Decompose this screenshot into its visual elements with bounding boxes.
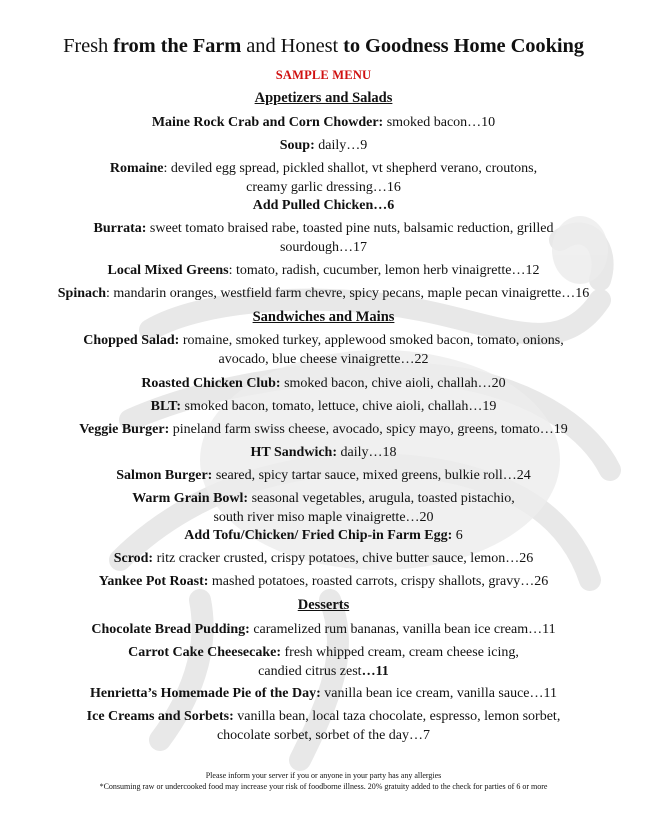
item-desc-line-2: creamy garlic dressing…16 <box>246 180 401 195</box>
menu-item-carrot-cake-cheesecake <box>0 643 647 681</box>
item-name: Chopped Salad: <box>83 333 180 348</box>
item-desc: smoked bacon…10 <box>383 115 496 130</box>
section-title-sandwiches: Sandwiches and Mains <box>252 309 395 325</box>
item-desc: caramelized rum bananas, vanilla bean ice cream…11 <box>249 622 556 637</box>
item-name: Scrod: <box>113 551 154 566</box>
menu-item-chowder <box>0 113 647 132</box>
item-desc: : deviled egg spread, pickled shallot, vt shepherd verano, croutons, <box>163 161 538 176</box>
menu-item-yankee-pot-roast <box>0 572 647 591</box>
menu-item-add-pulled-chicken <box>0 196 647 215</box>
item-name: Ice Creams and Sorbets: <box>86 709 234 724</box>
headline-part-3: and Honest <box>241 35 344 57</box>
item-name: Burrata: <box>93 221 147 236</box>
headline-part-2: from the Farm <box>113 35 242 57</box>
item-name: Warm Grain Bowl: <box>132 491 249 506</box>
item-desc: 6 <box>452 528 463 543</box>
item-name: Spinach <box>57 286 107 301</box>
menu-item-warm-grain-bowl <box>0 489 647 527</box>
menu-item-roasted-chicken-club <box>0 374 647 393</box>
item-desc: : tomato, radish, cucumber, lemon herb vinaigrette…12 <box>228 263 540 278</box>
item-desc-line-2: south river miso maple vinaigrette…20 <box>213 510 434 525</box>
consumption-note: *Consuming raw or undercooked food may increase your risk of foodborne illness. 20% gratuity added to the check for parties of 6 or more <box>99 782 548 791</box>
item-desc: mashed potatoes, roasted carrots, crispy shallots, gravy…26 <box>208 574 549 589</box>
section-title-appetizers: Appetizers and Salads <box>254 90 393 106</box>
item-desc: smoked bacon, chive aioli, challah…20 <box>280 376 506 391</box>
item-name: Local Mixed Greens <box>107 263 229 278</box>
sample-menu-label: SAMPLE MENU <box>275 68 372 82</box>
menu-item-chocolate-bread-pudding <box>0 620 647 639</box>
section-title-desserts: Desserts <box>297 597 350 613</box>
headline-part-1: Fresh <box>63 35 114 57</box>
menu-item-ht-sandwich <box>0 443 647 462</box>
item-desc: pineland farm swiss cheese, avocado, spicy mayo, greens, tomato…19 <box>169 422 568 437</box>
item-name: BLT: <box>150 399 182 414</box>
item-name: Henrietta’s Homemade Pie of the Day: <box>89 686 321 701</box>
allergy-note: Please inform your server if you or anyone in your party has any allergies <box>205 771 442 780</box>
item-desc: : mandarin oranges, westfield farm chevre, spicy pecans, maple pecan vinaigrette…16 <box>106 286 590 301</box>
menu-item-local-mixed-greens <box>0 261 647 280</box>
item-name: Soup: <box>279 138 315 153</box>
menu-item-chopped-salad <box>0 331 647 369</box>
menu-item-ice-creams-sorbets <box>0 707 647 745</box>
menu-headline <box>0 35 647 58</box>
item-name: Salmon Burger: <box>116 468 213 483</box>
item-desc-line-2: chocolate sorbet, sorbet of the day…7 <box>216 728 431 743</box>
item-desc: daily…18 <box>337 445 397 460</box>
item-desc: smoked bacon, tomato, lettuce, chive aioli, challah…19 <box>181 399 497 414</box>
item-name: Veggie Burger: <box>79 422 170 437</box>
item-name: Add Pulled Chicken…6 <box>252 198 395 213</box>
item-desc-line-2: sourdough…17 <box>279 240 368 255</box>
menu-item-veggie-burger <box>0 420 647 439</box>
item-desc-line-2: avocado, blue cheese vinaigrette…22 <box>218 352 429 367</box>
item-desc: seared, spicy tartar sauce, mixed greens, bulkie roll…24 <box>212 468 531 483</box>
item-name: Roasted Chicken Club: <box>141 376 281 391</box>
menu-item-blt <box>0 397 647 416</box>
menu-item-burrata <box>0 219 647 257</box>
item-desc: vanilla bean, local taza chocolate, espresso, lemon sorbet, <box>233 709 561 724</box>
item-desc: sweet tomato braised rabe, toasted pine nuts, balsamic reduction, grilled <box>146 221 554 236</box>
item-price: …11 <box>361 664 389 679</box>
item-name: Yankee Pot Roast: <box>98 574 209 589</box>
item-desc: fresh whipped cream, cream cheese icing, <box>281 645 519 660</box>
menu-item-spinach <box>0 284 647 303</box>
menu-item-salmon-burger <box>0 466 647 485</box>
menu-item-henriettas-pie <box>0 684 647 703</box>
item-desc: seasonal vegetables, arugula, toasted pistachio, <box>248 491 515 506</box>
item-name: Maine Rock Crab and Corn Chowder: <box>151 115 384 130</box>
item-desc: ritz cracker crusted, crispy potatoes, chive butter sauce, lemon…26 <box>153 551 534 566</box>
item-desc-line-2: candied citrus zest <box>258 664 362 679</box>
menu-item-soup <box>0 136 647 155</box>
item-desc: romaine, smoked turkey, applewood smoked bacon, tomato, onions, <box>179 333 564 348</box>
headline-part-4: to Goodness Home Cooking <box>343 35 584 57</box>
item-desc: daily…9 <box>314 138 368 153</box>
item-name: Romaine <box>109 161 164 176</box>
item-name: HT Sandwich: <box>250 445 337 460</box>
item-desc: vanilla bean ice cream, vanilla sauce…11 <box>320 686 557 701</box>
menu-item-romaine <box>0 159 647 197</box>
item-name: Carrot Cake Cheesecake: <box>128 645 282 660</box>
menu-item-scrod <box>0 549 647 568</box>
item-name: Add Tofu/Chicken/ Fried Chip-in Farm Egg: <box>184 528 453 543</box>
item-name: Chocolate Bread Pudding: <box>91 622 250 637</box>
menu-item-add-tofu <box>0 526 647 545</box>
